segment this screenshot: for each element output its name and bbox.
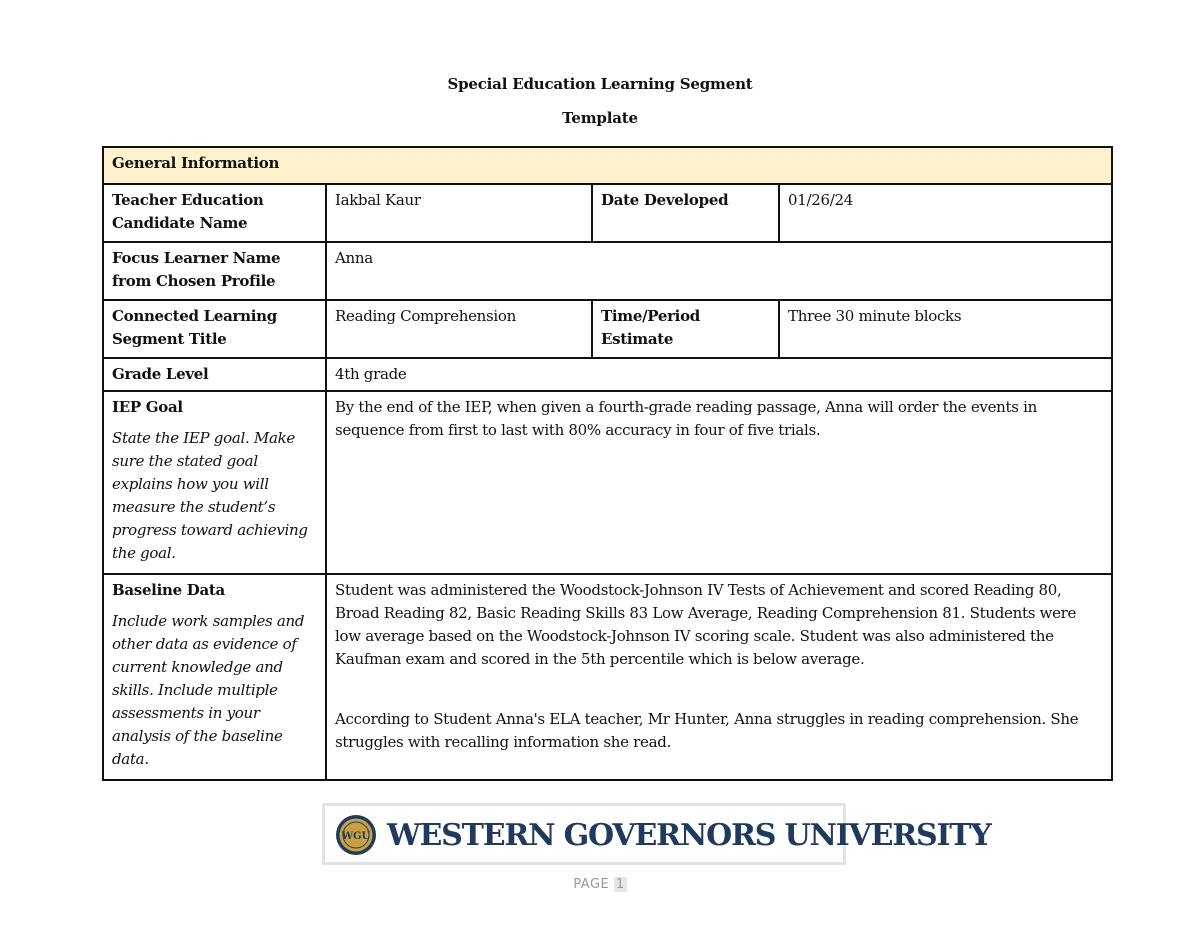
focus-learner-value: Anna	[326, 242, 1112, 300]
baseline-paragraph-2: According to Student Anna's ELA teacher, Mr Hunter, Anna struggles in reading comprehension. She struggles with recalling information she read.	[335, 710, 1079, 751]
segment-title-label: Connected Learning Segment Title	[103, 300, 326, 358]
general-information-header: General Information	[103, 147, 1112, 184]
table-header-row	[103, 147, 1112, 184]
time-estimate-value: Three 30 minute blocks	[779, 300, 1112, 358]
segment-title-value: Reading Comprehension	[326, 300, 592, 358]
iep-goal-instructions: State the IEP goal. Make sure the stated goal explains how you will measure the student’s progress toward achieving the goal.	[112, 429, 308, 562]
general-information-table	[102, 146, 1113, 781]
university-seal-icon	[335, 814, 377, 856]
candidate-name-value: Iakbal Kaur	[326, 184, 592, 242]
table-row	[103, 391, 1112, 574]
iep-goal-value: By the end of the IEP, when given a fourth-grade reading passage, Anna will order the events in sequence from first to last with 80% accuracy in four of five trials.	[326, 391, 1112, 574]
date-developed-value: 01/26/24	[779, 184, 1112, 242]
document-title: Special Education Learning Segment	[447, 75, 753, 93]
wgu-logo	[322, 803, 991, 865]
page-indicator	[0, 877, 1200, 892]
baseline-data-label: Baseline Data	[112, 581, 225, 599]
grade-level-label: Grade Level	[103, 358, 326, 391]
seal-monogram: WGU	[341, 831, 371, 842]
iep-goal-label: IEP Goal	[112, 398, 183, 416]
page-label: PAGE	[573, 877, 610, 892]
table-row	[103, 574, 1112, 780]
logo-wordmark: WESTERN GOVERNORS UNIVERSITY	[387, 818, 991, 853]
page-number: 1	[615, 877, 625, 892]
date-developed-label: Date Developed	[592, 184, 779, 242]
table-row	[103, 242, 1112, 300]
baseline-data-instructions: Include work samples and other data as evidence of current knowledge and skills. Include multiple assessments in your analysis of the baseline data.	[112, 612, 305, 768]
baseline-paragraph-1: Student was administered the Woodstock-Johnson IV Tests of Achievement and scored Reading 80, Broad Reading 82, Basic Reading Skills 83 Low Average, Reading Comprehension 81. Students were low average based on the Woodstock-Johnson IV scoring scale. Student was also administered the Kaufman exam and scored in the 5th percentile which is below average.	[335, 581, 1077, 668]
table-row	[103, 358, 1112, 391]
candidate-name-label: Teacher Education Candidate Name	[103, 184, 326, 242]
table-row	[103, 184, 1112, 242]
document-subtitle: Template	[562, 109, 638, 127]
table-row	[103, 300, 1112, 358]
focus-learner-label: Focus Learner Name from Chosen Profile	[103, 242, 326, 300]
time-estimate-label: Time/Period Estimate	[592, 300, 779, 358]
iep-goal-cell	[103, 391, 326, 574]
baseline-data-cell	[103, 574, 326, 780]
grade-level-value: 4th grade	[326, 358, 1112, 391]
baseline-data-value	[326, 574, 1112, 780]
